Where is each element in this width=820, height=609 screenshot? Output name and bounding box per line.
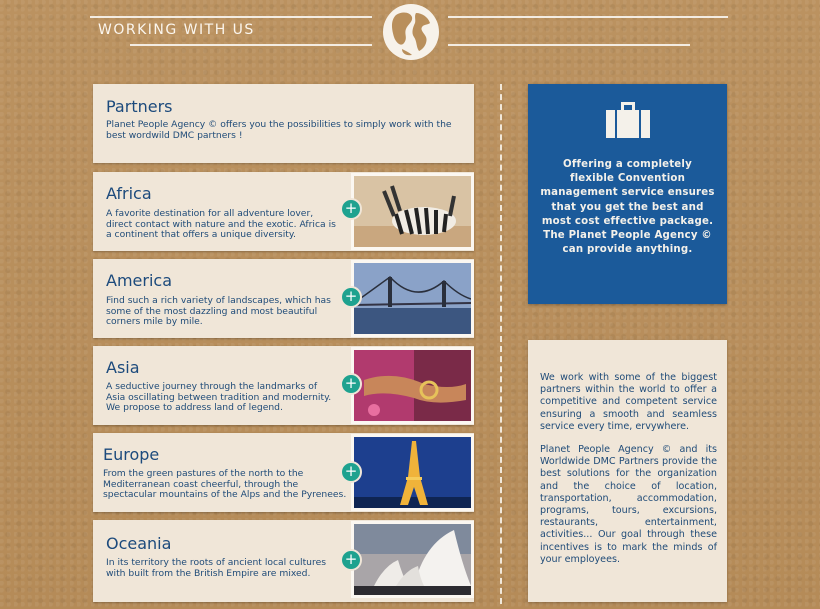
destination-card-africa: [93, 172, 474, 251]
header-line-top-left: [90, 16, 372, 18]
header-line-bottom-left: [130, 44, 372, 46]
destination-text: Find such a rich variety of landscapes, which has some of the most dazzling and most beautiful corners mile by mile.: [106, 295, 331, 327]
destination-text: A seductive journey through the landmarks of Asia oscillating between tradition and modernity. We propose to address land of legend.: [106, 381, 332, 413]
service-box: [528, 84, 727, 304]
asia-henna-photo: [351, 347, 474, 424]
partners-card: [93, 84, 474, 163]
header-line-top-right: [448, 16, 728, 18]
europe-expand-button[interactable]: +: [340, 461, 362, 483]
destination-text: From the green pastures of the north to the Mediterranean coast cheerful, through the spectacular mountains of the Alps and the Pyrenees.: [103, 468, 347, 500]
asia-expand-button[interactable]: +: [340, 373, 362, 395]
header-line-bottom-right: [448, 44, 690, 46]
destination-text: In its territory the roots of ancient local cultures with built from the British Empire are mixed.: [106, 557, 327, 579]
partners-text: Planet People Agency © offers you the possibilities to simply work with the best wordwild DMC partners !: [106, 119, 452, 141]
destination-title: Asia: [106, 358, 140, 377]
destination-card-europe: [93, 433, 474, 512]
column-divider: [500, 84, 502, 604]
oceania-opera-house-photo: [351, 521, 474, 598]
america-expand-button[interactable]: +: [340, 286, 362, 308]
destination-title: Europe: [103, 445, 160, 464]
destination-text: A favorite destination for all adventure lover, direct contact with nature and the exotic. Africa is a continent that offers a unique diversity.: [106, 208, 336, 240]
info-paragraph-1: We work with some of the biggest partners within the world to offer a competitive and competent service ensuring a smooth and seamless service every time, ervywhere.: [540, 372, 717, 432]
suitcase-icon: [606, 102, 650, 138]
destination-title: Africa: [106, 184, 152, 203]
destination-card-america: [93, 259, 474, 338]
service-text: Offering a completely flexible Convention management service ensures that you get the best and most cost effective package. The Planet People Agency © can provide anything.: [540, 159, 715, 256]
africa-zebra-photo: [351, 173, 474, 250]
africa-expand-button[interactable]: +: [340, 198, 362, 220]
america-bridge-photo: [351, 260, 474, 337]
destination-card-oceania: [93, 520, 474, 602]
partners-title: Partners: [106, 97, 173, 116]
oceania-expand-button[interactable]: +: [340, 549, 362, 571]
destination-card-asia: [93, 346, 474, 425]
destination-title: America: [106, 271, 172, 290]
info-paragraph-2: Planet People Agency © and its Worldwide DMC Partners provide the best solutions for the organization and the choice of location, transportation, accommodation, programs, tours, excursions, restaurants, entertainment, activities... Our goal through these incentives is to mark the minds of your employees.: [540, 444, 717, 565]
info-box: [528, 340, 727, 602]
page-title: WORKING WITH US: [98, 22, 255, 38]
europe-eiffel-photo: [351, 434, 474, 511]
globe-icon: [382, 3, 440, 61]
destination-title: Oceania: [106, 534, 172, 553]
